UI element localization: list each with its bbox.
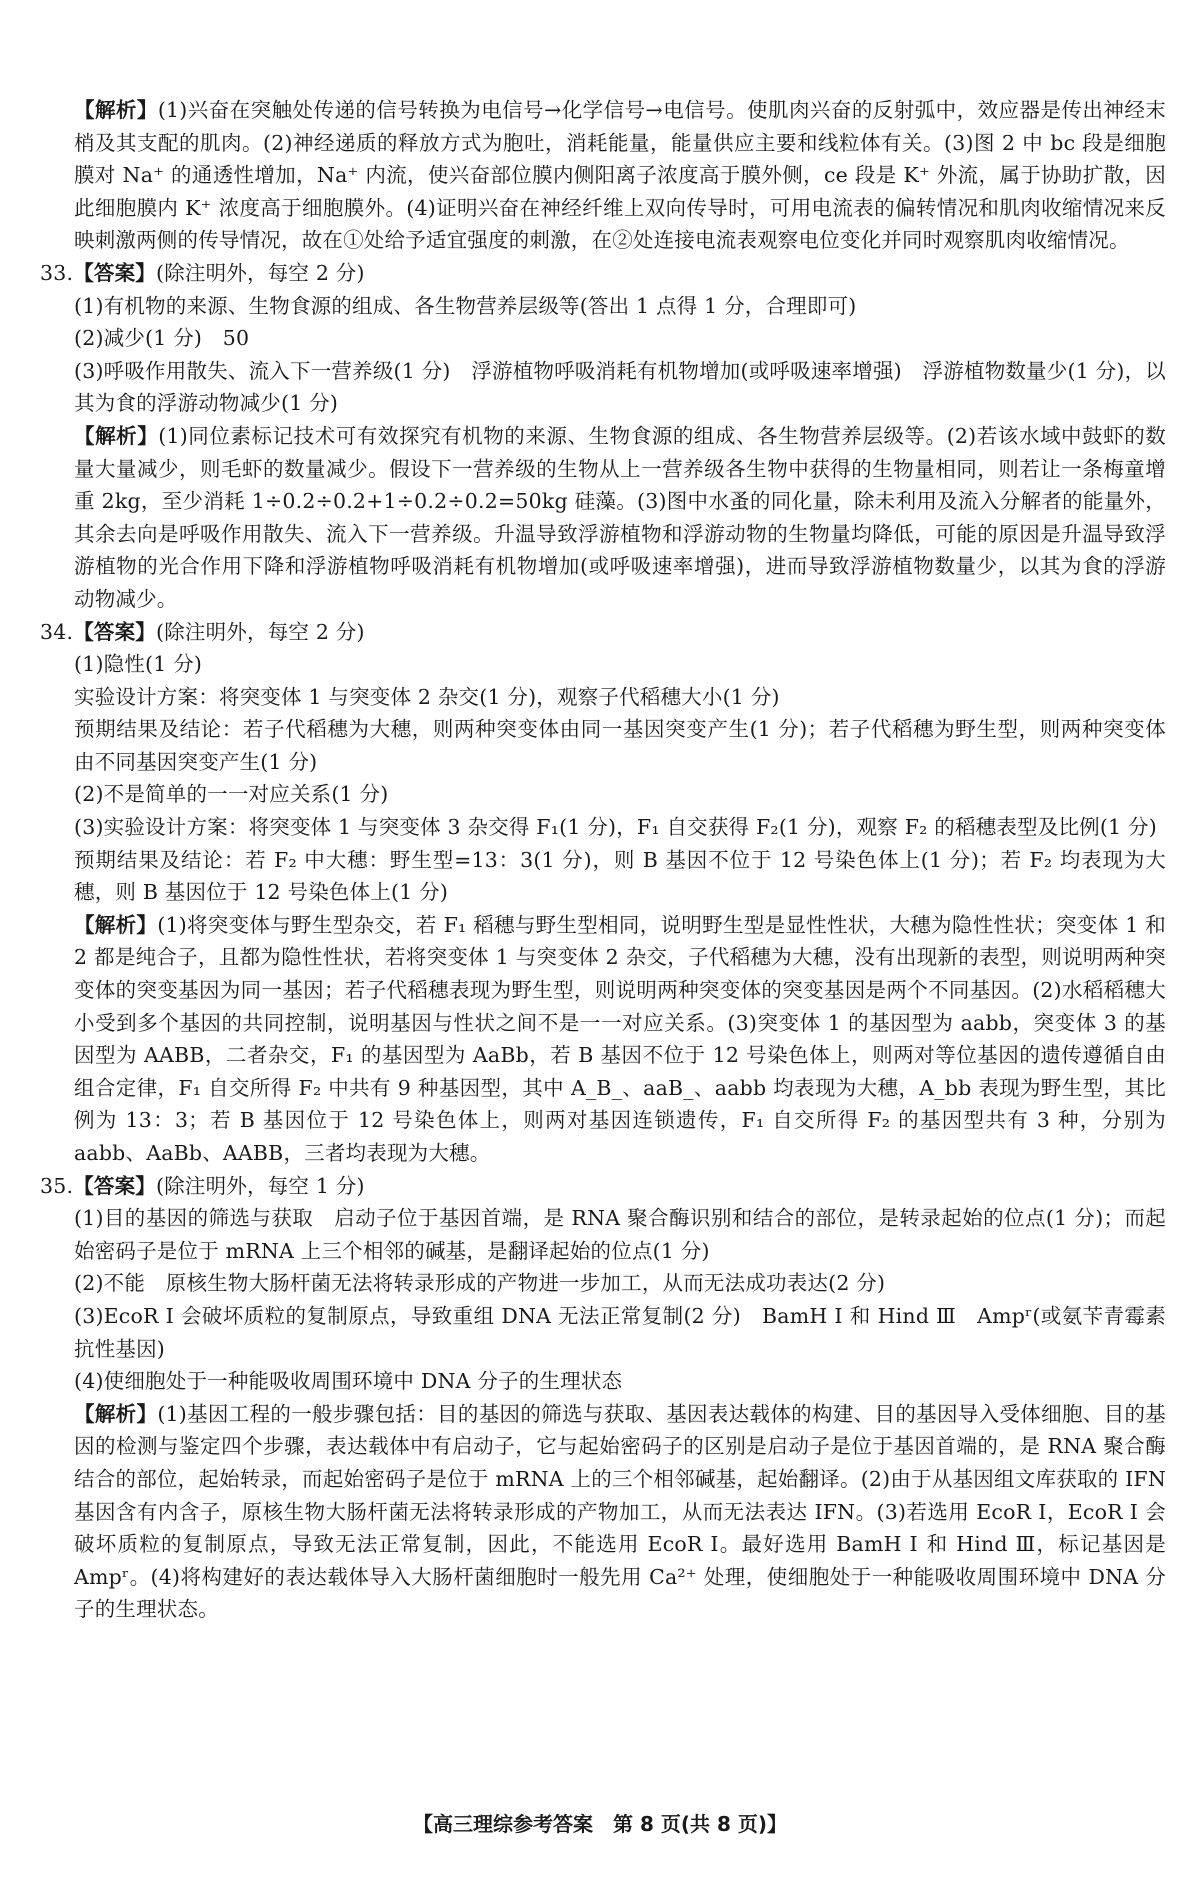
q33-analysis [40, 420, 1166, 616]
analysis-label: 【解析】 [74, 423, 159, 448]
analysis-label: 【解析】 [74, 98, 158, 122]
scoring-note: (除注明外，每空 2 分) [156, 260, 365, 285]
q35-answer-line: (4)使细胞处于一种能吸收周围环境中 DNA 分子的生理状态 [74, 1369, 623, 1394]
q35-analysis [40, 1398, 1166, 1626]
analysis-text: (1)将突变体与野生型杂交，若 F₁ 稻穗与野生型相同，说明野生型是显性性状，大穗为隐性性状；突变体 1 和 2 都是纯合子，且都为隐性性状，若将突变体 1 与突变体 2 杂交，子代稻穗为大穗，没有出现新的表型，则说明两种突变体的突变基因为同一基因；若子代稻穗表现为野生型，则说明两种突变体的突变基因是两个不同基因。(2)水稻稻穗大小受到多个基因的共同控制，说明基因与性状之间不是一一对应关系。(3)突变体 1 的基因型为 aabb，突变体 3 的基因型为 AABB，二者杂交，F₁ 的基因型为 AaBb，若 B 基因不位于 12 号染色体上，则两对等位基因的遗传遵循自由组合定律，F₁ 自交所得 F₂ 中共有 9 种基因型，其中 A_B_、aaB_、aabb 均表现为大穗，A_bb 表现为野生型，其比例为 13：3；若 B 基因位于 12 号染色体上，则两对基因连锁遗传，F₁ 自交所得 F₂ 的基因型共有 3 种，分别为 aabb、AaBb、AABB，三者均表现为大穗。 [74, 912, 1166, 1165]
q33-answer-line: (3)呼吸作用散失、流入下一营养级(1 分) 浮游植物呼吸消耗有机物增加(或呼吸速率增强) 浮游植物数量少(1 分)，以其为食的浮游动物减少(1 分) [74, 358, 1166, 416]
answer-label: 【答案】 [73, 619, 157, 644]
analysis-label: 【解析】 [74, 1401, 158, 1426]
q34-answer-line: 预期结果及结论：若 F₂ 中大穗：野生型=13：3(1 分)，则 B 基因不位于 12 号染色体上(1 分)；若 F₂ 均表现为大穗，则 B 基因位于 12 号染色体上(1 分) [74, 847, 1166, 905]
analysis-text: (1)同位素标记技术可有效探究有机物的来源、生物食源的组成、各生物营养层级等。(2)若该水域中鼓虾的数量大量减少，则毛虾的数量减少。假设下一营养级的生物从上一营养级各生物中获得的生物量相同，则若让一条梅童增重 2kg，至少消耗 1÷0.2÷0.2+1÷0.2÷0.2=50kg 硅藻。(3)图中水蚤的同化量，除未利用及流入分解者的能量外，其余去向是呼吸作用散失、流入下一营养级。升温导致浮游植物和浮游动物的生物量均降低，可能的原因是升温导致浮游植物的光合作用下降和浮游植物呼吸消耗有机物增加(或呼吸速率增强)，进而导致浮游植物数量少，以其为食的浮游动物减少。 [74, 423, 1166, 611]
q34-analysis [40, 909, 1166, 1170]
answer-label: 【答案】 [73, 1173, 157, 1198]
continued-analysis [40, 94, 1166, 257]
q35-answer-line: (2)不能 原核生物大肠杆菌无法将转录形成的产物进一步加工，从而无法成功表达(2 分) [74, 1271, 886, 1296]
q34-answer-line: 预期结果及结论：若子代稻穗为大穗，则两种突变体由同一基因突变产生(1 分)；若子代稻穗为野生型，则两种突变体由不同基因突变产生(1 分) [74, 717, 1166, 774]
question-number: 34. [40, 619, 74, 644]
scoring-note: (除注明外，每空 1 分) [156, 1173, 365, 1198]
scoring-note: (除注明外，每空 2 分) [156, 619, 365, 644]
analysis-label: 【解析】 [74, 912, 158, 937]
q35-answer-line: (1)目的基因的筛选与获取 启动子位于基因首端，是 RNA 聚合酶识别和结合的部位，是转录起始的位点(1 分)；而起始密码子是位于 mRNA 上三个相邻的碱基，是翻译起始的位点(1 分) [74, 1206, 1166, 1263]
question-number: 33. [40, 260, 74, 285]
q34-answer-header [40, 616, 1166, 649]
page-footer: 【高三理综参考答案 第 8 页(共 8 页)】 [413, 1812, 787, 1836]
analysis-text: (1)兴奋在突触处传递的信号转换为电信号→化学信号→电信号。使肌肉兴奋的反射弧中，效应器是传出神经末梢及其支配的肌肉。(2)神经递质的释放方式为胞吐，消耗能量，能量供应主要和线粒体有关。(3)图 2 中 bc 段是细胞膜对 Na⁺ 的通透性增加，Na⁺ 内流，使兴奋部位膜内侧阳离子浓度高于膜外侧，ce 段是 K⁺ 外流，属于协助扩散，因此细胞膜内 K⁺ 浓度高于细胞膜外。(4)证明兴奋在神经纤维上双向传导时，可用电流表的偏转情况和肌肉收缩情况来反映刺激两侧的传导情况，故在①处给予适宜强度的刺激，在②处连接电流表观察电位变化并同时观察肌肉收缩情况。 [74, 98, 1166, 253]
q34-answer-line: (3)实验设计方案：将突变体 1 与突变体 3 杂交得 F₁(1 分)，F₁ 自交获得 F₂(1 分)，观察 F₂ 的稻穗表型及比例(1 分) [74, 815, 1157, 840]
analysis-text: (1)基因工程的一般步骤包括：目的基因的筛选与获取、基因表达载体的构建、目的基因导入受体细胞、目的基因的检测与鉴定四个步骤，表达载体中有启动子，它与起始密码子的区别是启动子是位于基因首端的，是 RNA 聚合酶结合的部位，起始转录，而起始密码子是位于 mRNA 上的三个相邻碱基，起始翻译。(2)由于从基因组文库获取的 IFN 基因含有内含子，原核生物大肠杆菌无法将转录形成的产物加工，从而无法表达 IFN。(3)若选用 EcoR Ⅰ，EcoR Ⅰ 会破坏质粒的复制原点，导致无法正常复制，因此，不能选用 EcoR Ⅰ。最好选用 BamH Ⅰ 和 Hind Ⅲ，标记基因是 Ampʳ。(4)将构建好的表达载体导入大肠杆菌细胞时一般先用 Ca²⁺ 处理，使细胞处于一种能吸收周围环境中 DNA 分子的生理状态。 [74, 1401, 1166, 1622]
question-number: 35. [40, 1173, 74, 1198]
q34-answer-line: (1)隐性(1 分) [74, 652, 203, 677]
q34-answer-line: (2)不是简单的一一对应关系(1 分) [74, 782, 389, 807]
q35-answer-header [40, 1170, 1166, 1203]
answer-content [40, 94, 1166, 1626]
q33-answer-line: (1)有机物的来源、生物食源的组成、各生物营养层级等(答出 1 点得 1 分，合理即可) [74, 293, 857, 318]
q34-answer-line: 实验设计方案：将突变体 1 与突变体 2 杂交(1 分)，观察子代稻穗大小(1 分) [74, 684, 780, 709]
q35-answer-line: (3)EcoR Ⅰ 会破坏质粒的复制原点，导致重组 DNA 无法正常复制(2 分) BamH Ⅰ 和 Hind Ⅲ Ampʳ(或氨苄青霉素抗性基因) [74, 1303, 1166, 1361]
q33-answer-header [40, 257, 1166, 290]
q33-answer-line: (2)减少(1 分) 50 [74, 326, 250, 351]
answer-label: 【答案】 [73, 260, 157, 285]
